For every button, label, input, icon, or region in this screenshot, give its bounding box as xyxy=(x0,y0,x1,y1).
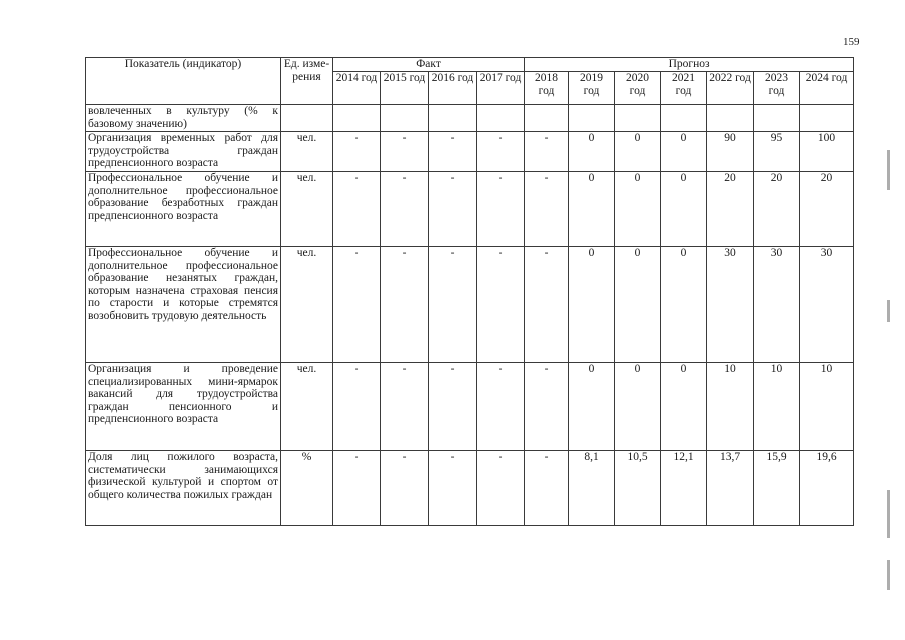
value-cell: 100 xyxy=(800,132,854,172)
value-cell: 0 xyxy=(615,363,661,451)
value-cell: 30 xyxy=(800,247,854,363)
value-cell: - xyxy=(477,363,525,451)
value-cell: 30 xyxy=(754,247,800,363)
header-year: 2016 год xyxy=(429,72,477,105)
value-cell: 10 xyxy=(800,363,854,451)
indicator-name: вовлеченных в культуру (% к базовому значению) xyxy=(86,105,281,132)
value-cell: 0 xyxy=(615,132,661,172)
value-cell: 20 xyxy=(707,172,754,247)
value-cell: - xyxy=(429,247,477,363)
unit-cell: чел. xyxy=(281,363,333,451)
value-cell: - xyxy=(333,363,381,451)
value-cell: - xyxy=(525,451,569,526)
table-row xyxy=(86,132,854,172)
value-cell: 12,1 xyxy=(661,451,707,526)
unit-cell: % xyxy=(281,451,333,526)
scan-margin-mark xyxy=(887,560,890,590)
header-year: 2020 год xyxy=(615,72,661,105)
header-unit: Ед. изме-рения xyxy=(281,58,333,105)
value-cell xyxy=(429,105,477,132)
indicator-name: Профессиональное обучение и дополнительное профессиональное образование безработных граждан предпенсионного возраста xyxy=(86,172,281,247)
value-cell: - xyxy=(333,451,381,526)
value-cell: 0 xyxy=(661,132,707,172)
page-number: 159 xyxy=(843,36,860,48)
value-cell: 15,9 xyxy=(754,451,800,526)
value-cell: 13,7 xyxy=(707,451,754,526)
value-cell: - xyxy=(429,172,477,247)
value-cell: - xyxy=(477,132,525,172)
header-year: 2023 год xyxy=(754,72,800,105)
indicator-name: Профессиональное обучение и дополнительное профессиональное образование незанятых граждан, которым назначена страховая пенсия по старости и которые стремятся возобновить трудовую деятельность xyxy=(86,247,281,363)
indicator-name: Организация и проведение специализированных мини-ярмарок вакансий для трудоустройства граждан пенсионного и предпенсионного возраста xyxy=(86,363,281,451)
scan-margin-mark xyxy=(887,490,890,538)
unit-cell: чел. xyxy=(281,172,333,247)
unit-cell xyxy=(281,105,333,132)
value-cell: - xyxy=(429,132,477,172)
value-cell xyxy=(333,105,381,132)
table-row xyxy=(86,363,854,451)
table-row xyxy=(86,105,854,132)
value-cell: 0 xyxy=(661,247,707,363)
value-cell: 0 xyxy=(569,132,615,172)
header-year: 2017 год xyxy=(477,72,525,105)
value-cell: - xyxy=(381,172,429,247)
value-cell: - xyxy=(477,451,525,526)
header-year: 2021 год xyxy=(661,72,707,105)
value-cell: 95 xyxy=(754,132,800,172)
value-cell: 10,5 xyxy=(615,451,661,526)
value-cell: - xyxy=(381,451,429,526)
value-cell: - xyxy=(477,247,525,363)
value-cell: 20 xyxy=(800,172,854,247)
header-forecast: Прогноз xyxy=(525,58,854,72)
header-year: 2018 год xyxy=(525,72,569,105)
value-cell: 20 xyxy=(754,172,800,247)
value-cell: - xyxy=(381,247,429,363)
value-cell: - xyxy=(525,132,569,172)
value-cell: 0 xyxy=(569,363,615,451)
value-cell: 10 xyxy=(754,363,800,451)
value-cell: - xyxy=(525,247,569,363)
indicator-name: Доля лиц пожилого возраста, систематически занимающихся физической культурой и спортом от общего количества пожилых граждан xyxy=(86,451,281,526)
value-cell: 0 xyxy=(615,172,661,247)
value-cell: - xyxy=(429,363,477,451)
value-cell: 90 xyxy=(707,132,754,172)
value-cell: - xyxy=(381,363,429,451)
table-row xyxy=(86,247,854,363)
value-cell xyxy=(707,105,754,132)
scan-margin-mark xyxy=(887,300,890,322)
scan-margin-mark xyxy=(887,150,890,190)
value-cell: 0 xyxy=(569,247,615,363)
value-cell xyxy=(569,105,615,132)
header-year: 2019 год xyxy=(569,72,615,105)
value-cell: - xyxy=(333,132,381,172)
header-fact: Факт xyxy=(333,58,525,72)
value-cell: - xyxy=(525,172,569,247)
header-indicator: Показатель (индикатор) xyxy=(86,58,281,105)
value-cell: 0 xyxy=(615,247,661,363)
value-cell xyxy=(477,105,525,132)
header-year: 2015 год xyxy=(381,72,429,105)
value-cell: 0 xyxy=(661,172,707,247)
header-year: 2024 год xyxy=(800,72,854,105)
header-year: 2022 год xyxy=(707,72,754,105)
unit-cell: чел. xyxy=(281,247,333,363)
table-body xyxy=(86,105,854,526)
value-cell: 10 xyxy=(707,363,754,451)
value-cell xyxy=(800,105,854,132)
value-cell xyxy=(525,105,569,132)
value-cell xyxy=(615,105,661,132)
value-cell: 30 xyxy=(707,247,754,363)
indicator-name: Организация временных работ для трудоустройства граждан предпенсионного возраста xyxy=(86,132,281,172)
value-cell: 8,1 xyxy=(569,451,615,526)
table-row xyxy=(86,451,854,526)
unit-cell: чел. xyxy=(281,132,333,172)
value-cell xyxy=(661,105,707,132)
value-cell: - xyxy=(333,172,381,247)
value-cell: 19,6 xyxy=(800,451,854,526)
header-year: 2014 год xyxy=(333,72,381,105)
value-cell xyxy=(754,105,800,132)
value-cell: 0 xyxy=(661,363,707,451)
value-cell: - xyxy=(477,172,525,247)
value-cell: - xyxy=(381,132,429,172)
value-cell: - xyxy=(525,363,569,451)
value-cell: - xyxy=(429,451,477,526)
value-cell: - xyxy=(333,247,381,363)
value-cell xyxy=(381,105,429,132)
value-cell: 0 xyxy=(569,172,615,247)
table-row xyxy=(86,172,854,247)
indicators-table xyxy=(85,57,854,526)
